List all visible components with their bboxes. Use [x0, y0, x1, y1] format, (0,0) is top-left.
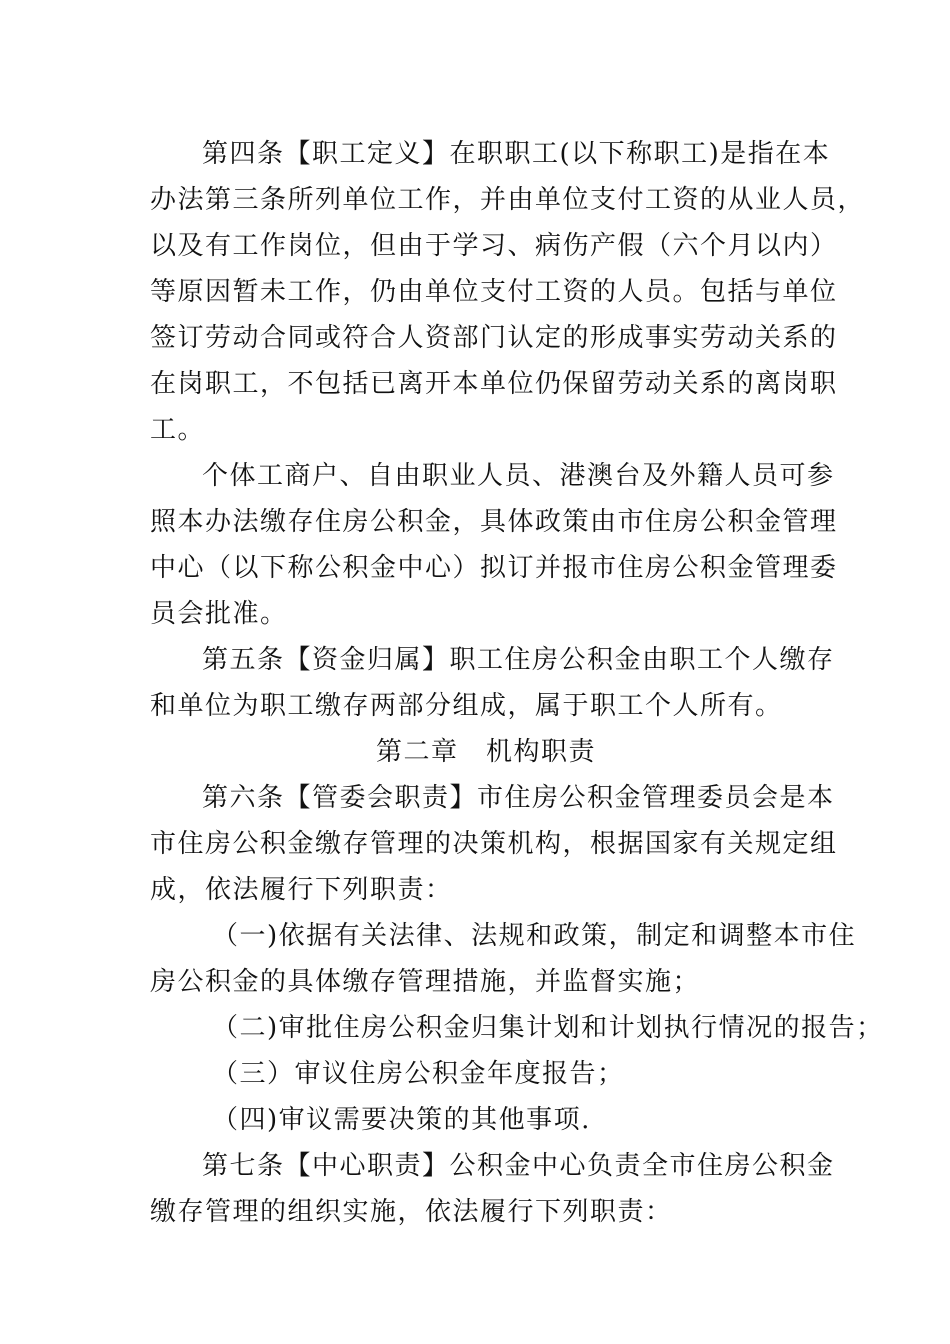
- article-6-line-3: 成，依法履行下列职责：: [150, 875, 453, 905]
- article-4-para-2-line-2: 照本办法缴存住房公积金，具体政策由市住房公积金管理: [150, 507, 838, 537]
- article-4-para-2-line-4: 员会批准。: [150, 599, 288, 629]
- article-4-para-2-line-1: 个体工商户、自由职业人员、港澳台及外籍人员可参: [202, 461, 835, 491]
- article-4-line-1: 第四条【职工定义】在职职工(以下称职工)是指在本: [202, 139, 831, 169]
- article-4-para-2-line-3: 中心（以下称公积金中心）拟订并报市住房公积金管理委: [150, 553, 838, 583]
- chapter-heading: 第二章 机构职责: [376, 737, 597, 767]
- article-7-line-2: 缴存管理的组织实施，依法履行下列职责：: [150, 1197, 673, 1227]
- article-4-line-4: 等原因暂未工作，仍由单位支付工资的人员。包括与单位: [150, 277, 838, 307]
- article-6-item-1-line-1: （一)依据有关法律、法规和政策，制定和调整本市住: [212, 921, 857, 951]
- article-6-item-3: （三）审议住房公积金年度报告；: [212, 1059, 625, 1089]
- article-6-item-2: （二)审批住房公积金归集计划和计划执行情况的报告；: [212, 1013, 884, 1043]
- article-6-item-1-line-2: 房公积金的具体缴存管理措施，并监督实施；: [150, 967, 701, 997]
- article-4-line-3: 以及有工作岗位，但由于学习、病伤产假（六个月以内）: [150, 231, 838, 261]
- article-6-line-2: 市住房公积金缴存管理的决策机构，根据国家有关规定组: [150, 829, 838, 859]
- article-4-line-7: 工。: [150, 415, 206, 445]
- article-6-item-4: （四)审议需要决策的其他事项.: [212, 1105, 591, 1135]
- article-5-line-1: 第五条【资金归属】职工住房公积金由职工个人缴存: [202, 645, 835, 675]
- article-4-line-5: 签订劳动合同或符合人资部门认定的形成事实劳动关系的: [150, 323, 838, 353]
- article-7-line-1: 第七条【中心职责】公积金中心负责全市住房公积金: [202, 1151, 835, 1181]
- article-6-line-1: 第六条【管委会职责】市住房公积金管理委员会是本: [202, 783, 835, 813]
- article-4-line-6: 在岗职工，不包括已离开本单位仍保留劳动关系的离岗职: [150, 369, 838, 399]
- article-4-line-2: 办法第三条所列单位工作，并由单位支付工资的从业人员，: [150, 185, 866, 215]
- article-5-line-2: 和单位为职工缴存两部分组成，属于职工个人所有。: [150, 691, 783, 721]
